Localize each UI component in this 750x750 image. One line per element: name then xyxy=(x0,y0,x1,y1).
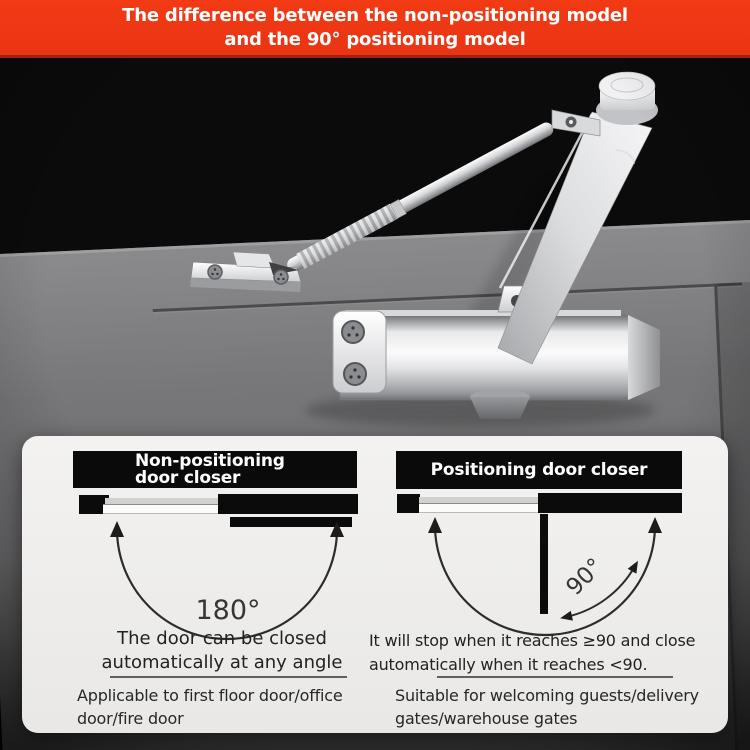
left-door-leaf-open xyxy=(230,517,352,527)
angle-label-90: 90° xyxy=(561,553,609,601)
non-positioning-note-line2: door/fire door xyxy=(77,709,184,728)
left-door-leaf-closed xyxy=(103,504,227,514)
positioning-title xyxy=(396,451,682,489)
banner-line-2: and the 90° positioning model xyxy=(224,28,526,50)
right-door-leaf-closed xyxy=(419,503,541,513)
right-wall-block-b xyxy=(538,493,682,513)
non-positioning-title xyxy=(73,451,357,488)
positioning-note-line2: gates/warehouse gates xyxy=(395,709,578,728)
banner-line-1: The difference between the non-positioning model xyxy=(122,4,628,26)
right-wall-block-a xyxy=(397,494,420,513)
right-door-open-90-bar xyxy=(540,514,548,614)
positioning-caption xyxy=(369,629,725,677)
non-positioning-caption-line1: The door can be closed xyxy=(117,628,327,649)
comparison-card xyxy=(22,436,728,733)
positioning-title-text: Positioning door closer xyxy=(430,460,648,480)
positioning-note xyxy=(395,684,699,730)
swing-arc-180 xyxy=(117,529,337,639)
positioning-note-line1: Suitable for welcoming guests/delivery xyxy=(395,686,699,705)
left-divider xyxy=(110,676,347,678)
swing-arc-90 xyxy=(566,566,635,617)
banner xyxy=(0,0,750,58)
non-positioning-caption xyxy=(50,627,394,675)
angle-label-180: 180° xyxy=(195,595,261,626)
non-positioning-caption-line2: automatically at any angle xyxy=(101,652,343,673)
non-positioning-note xyxy=(77,684,343,730)
right-divider xyxy=(437,676,673,678)
positioning-caption-line1: It will stop when it reaches ≥90 and close xyxy=(369,631,696,650)
non-positioning-title-line1: Non-positioning xyxy=(135,450,285,471)
positioning-caption-line2: automatically when it reaches <90. xyxy=(369,655,648,674)
left-wall-block-b xyxy=(218,494,358,514)
non-positioning-note-line1: Applicable to first floor door/office xyxy=(77,686,343,705)
non-positioning-title-line2: door closer xyxy=(135,467,241,488)
